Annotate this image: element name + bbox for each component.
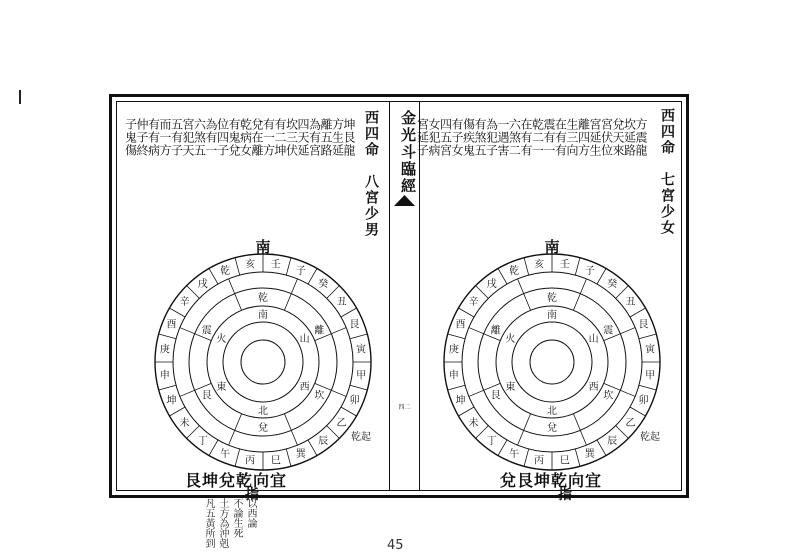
left-text-column: 而一方 — [158, 118, 172, 157]
right-outer-spoke — [498, 268, 507, 284]
right-outer-label: 未 — [468, 417, 479, 429]
right-outer-spoke — [448, 385, 465, 390]
left-outer-spoke — [159, 385, 176, 390]
right-outer-label: 酉 — [455, 319, 466, 331]
left-outer-spoke — [286, 449, 291, 466]
left-outer-label: 艮 — [349, 319, 360, 331]
left-compass-chart — [143, 240, 383, 470]
left-compass-svg — [143, 240, 383, 470]
right-inner-label: 坎 — [603, 390, 614, 402]
right-outer-label: 子 — [584, 266, 595, 278]
right-ring-3 — [496, 306, 608, 418]
left-ring-5 — [241, 340, 285, 384]
right-outer-label: 申 — [448, 370, 459, 382]
right-mid-spoke — [518, 414, 531, 445]
right-text-column: 為犯子 — [484, 118, 499, 157]
right-outer-spoke — [597, 268, 606, 284]
right-text-column: 生三向 — [565, 118, 579, 157]
left-middle-label: 火 — [216, 334, 227, 345]
right-middle-label: 北 — [547, 406, 557, 417]
left-text-column: 有二坤 — [273, 118, 287, 157]
left-inner-label: 兌 — [258, 423, 268, 434]
right-outer-spoke — [597, 440, 606, 456]
left-outer-label: 壬 — [270, 259, 281, 271]
left-outer-spoke — [308, 440, 317, 456]
left-mid-spoke — [284, 279, 297, 310]
left-quadrant-label: 乾起 — [351, 432, 371, 443]
right-direction-caption: 兌艮坤乾向宜 — [500, 471, 603, 490]
left-mid-spoke — [229, 279, 242, 310]
left-middle-label: 西 — [299, 382, 310, 393]
left-inner-label: 艮 — [201, 390, 212, 402]
right-outer-spoke — [524, 258, 529, 275]
left-text-column: 位四子 — [215, 118, 230, 157]
right-compass-svg — [432, 240, 672, 470]
right-inner-label: 兌 — [547, 423, 557, 434]
left-text-column: 方生延 — [330, 118, 345, 157]
left-outer-label: 癸 — [318, 278, 329, 290]
right-text-column: 宮伏位 — [599, 118, 614, 157]
right-outer-spoke — [639, 385, 656, 390]
spine-folio: 四二 — [398, 404, 411, 411]
left-outer-label: 乾 — [220, 266, 231, 278]
handwritten-notes — [200, 498, 256, 548]
right-outer-spoke — [575, 449, 580, 466]
right-middle-label: 火 — [505, 334, 516, 345]
left-outer-spoke — [308, 268, 317, 284]
page-frame — [109, 94, 689, 503]
left-text-column: 有鬼兌 — [227, 118, 241, 157]
left-text-column: 有一方 — [261, 118, 276, 157]
left-text-column: 為有一 — [204, 118, 218, 157]
right-outer-label: 亥 — [534, 259, 545, 271]
left-outer-spoke — [341, 308, 357, 317]
right-outer-label: 辰 — [607, 436, 618, 448]
right-text-column: 兌天來 — [611, 118, 625, 157]
left-outer-label: 巳 — [270, 455, 281, 467]
right-outer-spoke — [458, 308, 474, 317]
right-text-column: 一遇害 — [496, 118, 510, 157]
right-outer-label: 丑 — [625, 297, 636, 309]
right-text-column: 乾二一 — [530, 118, 545, 157]
right-text-column: 四五宮 — [438, 118, 453, 157]
right-outer-label: 坤 — [455, 395, 466, 407]
right-middle-label: 山 — [588, 334, 599, 345]
left-inner-label: 震 — [201, 325, 212, 337]
handwritten-line: 凡五黃所到 — [203, 498, 214, 548]
left-outer-label: 辰 — [318, 436, 329, 448]
left-page — [117, 102, 389, 503]
left-outer-label: 午 — [220, 448, 231, 460]
left-outer-label: 申 — [159, 370, 170, 382]
left-zhi: 指 — [245, 487, 259, 503]
right-outer-spoke — [639, 334, 656, 339]
right-text-column: 震有一 — [542, 118, 556, 157]
right-text-column: 離四方 — [576, 118, 591, 157]
left-mid-spoke — [229, 414, 242, 445]
left-outer-label: 丙 — [245, 455, 256, 467]
right-ring-4 — [512, 322, 592, 402]
right-middle-label: 東 — [505, 382, 516, 393]
left-outer-label: 乙 — [336, 417, 347, 429]
right-outer-label: 乙 — [625, 417, 636, 429]
right-outer-label: 庚 — [448, 344, 459, 356]
left-text-column: 兌在離 — [250, 118, 264, 157]
right-outer-label: 丙 — [534, 455, 545, 467]
right-page-text — [411, 118, 647, 238]
right-outer-label: 寅 — [645, 344, 656, 356]
left-outer-spoke — [235, 258, 240, 275]
left-text-column: 離五路 — [319, 118, 333, 157]
left-text-column: 為有宮 — [307, 118, 322, 157]
handwritten-line: 不論生死 — [231, 498, 242, 538]
right-text-column: 有煞五 — [473, 118, 487, 157]
right-inner-label: 震 — [603, 325, 614, 337]
left-outer-label: 庚 — [159, 344, 170, 356]
right-text-column: 女犯病 — [427, 118, 441, 157]
left-middle-label: 北 — [258, 406, 268, 417]
right-compass-chart — [432, 240, 672, 470]
right-outer-label: 艮 — [638, 319, 649, 331]
left-outer-spoke — [209, 440, 218, 456]
left-page-text — [125, 118, 355, 238]
right-text-column: 坎延路 — [622, 118, 637, 157]
left-outer-spoke — [350, 385, 367, 390]
right-ring-5 — [530, 340, 574, 384]
handwritten-line: 以西論 — [245, 498, 256, 528]
right-outer-spoke — [448, 334, 465, 339]
right-outer-spoke — [458, 407, 474, 416]
left-outer-label: 丑 — [336, 297, 347, 309]
left-text-column: 坎三伏 — [284, 118, 299, 157]
left-outer-label: 子 — [295, 266, 306, 278]
left-outer-spoke — [235, 449, 240, 466]
left-outer-label: 丁 — [197, 436, 208, 448]
right-text-column: 在有有 — [519, 118, 533, 157]
right-outer-label: 巳 — [559, 455, 570, 467]
right-outer-spoke — [630, 308, 646, 317]
left-outer-spoke — [169, 308, 185, 317]
right-outer-label: 辛 — [468, 297, 479, 309]
right-outer-label: 巽 — [584, 448, 595, 460]
right-outer-label: 乾 — [509, 266, 520, 278]
right-outer-spoke — [630, 407, 646, 416]
right-page — [415, 102, 681, 503]
left-outer-spoke — [350, 334, 367, 339]
right-text-column: 宮延生 — [588, 118, 602, 157]
right-outer-label: 戌 — [486, 278, 497, 290]
left-text-column: 六煞五 — [192, 118, 207, 157]
left-outer-spoke — [209, 268, 218, 284]
left-text-column: 宮犯天 — [181, 118, 195, 157]
right-text-column: 方震龍 — [634, 118, 648, 157]
left-outer-spoke — [341, 407, 357, 416]
scan-edge-mark — [19, 90, 21, 104]
left-page-heading: 西四命 八宮少男 — [363, 110, 379, 238]
right-text-column: 六煞二 — [507, 118, 522, 157]
left-text-column: 四天延 — [296, 118, 310, 157]
left-middle-label: 南 — [258, 310, 268, 321]
left-middle-label: 山 — [299, 334, 310, 345]
right-middle-label: 西 — [588, 382, 599, 393]
right-top-direction: 南 — [544, 238, 560, 256]
right-middle-label: 南 — [547, 310, 557, 321]
right-page-heading: 西四命 七宮少女 — [659, 108, 675, 236]
right-text-column: 在有有 — [553, 118, 568, 157]
right-zhi: 指 — [558, 487, 572, 503]
left-inner-label: 離 — [314, 325, 325, 337]
right-outer-label: 甲 — [645, 370, 656, 382]
right-outer-spoke — [498, 440, 507, 456]
left-outer-label: 巽 — [295, 448, 306, 460]
left-outer-label: 卯 — [349, 395, 360, 407]
left-text-column: 乾病女 — [238, 118, 253, 157]
right-outer-label: 壬 — [559, 259, 570, 271]
right-text-column: 傷疾鬼 — [461, 118, 476, 157]
left-inner-label: 坎 — [314, 390, 325, 402]
right-mid-spoke — [573, 279, 586, 310]
left-outer-label: 未 — [179, 417, 190, 429]
right-text-column: 有子女 — [450, 118, 464, 157]
right-outer-spoke — [575, 258, 580, 275]
left-inner-label: 乾 — [258, 293, 268, 304]
right-quadrant-label: 乾起 — [640, 432, 660, 443]
right-outer-label: 丁 — [486, 436, 497, 448]
right-inner-label: 乾 — [547, 293, 557, 304]
right-outer-label: 癸 — [607, 278, 618, 290]
left-outer-spoke — [286, 258, 291, 275]
inner-border — [116, 101, 682, 503]
page-number: 45 — [387, 538, 404, 553]
left-text-column: 子鬼傷 — [123, 118, 138, 157]
left-outer-spoke — [159, 334, 176, 339]
left-mid-spoke — [284, 414, 297, 445]
left-text-column: 五有子 — [169, 118, 184, 157]
right-outer-label: 午 — [509, 448, 520, 460]
left-text-column: 有有病 — [146, 118, 161, 157]
left-text-column: 仲子終 — [135, 118, 149, 157]
left-top-direction: 南 — [255, 238, 271, 256]
left-outer-spoke — [169, 407, 185, 416]
right-mid-spoke — [518, 279, 531, 310]
right-mid-spoke — [573, 414, 586, 445]
right-inner-label: 離 — [490, 325, 501, 337]
spine-title: 金光斗臨經 — [399, 110, 417, 195]
left-ring-3 — [207, 306, 319, 418]
handwritten-line: 土方為沖剋 — [217, 498, 228, 548]
left-outer-label: 坤 — [166, 395, 177, 407]
left-outer-label: 戌 — [197, 278, 208, 290]
right-text-column: 宮延子 — [415, 118, 430, 157]
right-outer-spoke — [524, 449, 529, 466]
left-outer-label: 亥 — [245, 259, 256, 271]
left-direction-caption: 艮坤兌乾向宜 — [185, 471, 288, 490]
left-text-column: 坤艮龍 — [342, 118, 356, 157]
left-outer-label: 甲 — [356, 370, 367, 382]
right-outer-label: 卯 — [638, 395, 649, 407]
left-middle-label: 東 — [216, 382, 227, 393]
left-outer-label: 寅 — [356, 344, 367, 356]
left-ring-4 — [223, 322, 303, 402]
right-inner-label: 艮 — [490, 390, 501, 402]
left-outer-label: 酉 — [166, 319, 177, 331]
left-outer-label: 辛 — [179, 297, 190, 309]
